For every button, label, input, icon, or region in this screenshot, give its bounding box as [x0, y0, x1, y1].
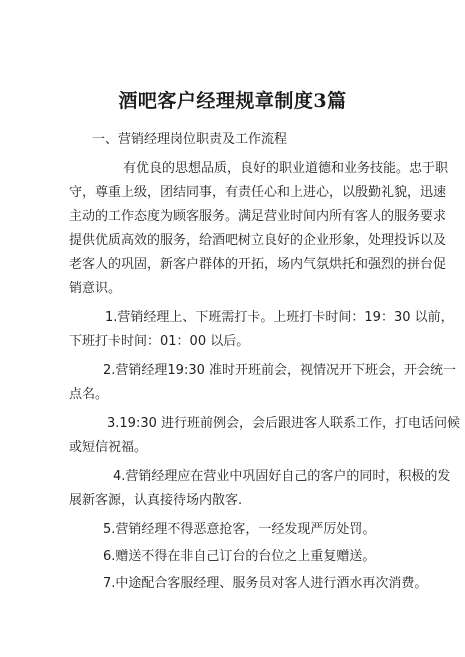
rule-item-2-line: 点名。	[69, 387, 109, 402]
rule-item-3-line: 3.19:30 进行班前例会，会后跟进客人联系工作，打电话问候	[107, 416, 460, 431]
intro-line: 提供优质高效的服务，给酒吧树立良好的企业形象，处理投诉以及	[69, 233, 447, 248]
document-title: 酒吧客户经理规章制度3篇	[118, 90, 347, 112]
intro-line: 销意识。	[69, 281, 122, 296]
rule-item-1-line: 1.营销经理上、下班需打卡。上班打卡时间：19：30 以前，	[105, 310, 454, 325]
section-heading: 一、营销经理岗位职责及工作流程	[92, 132, 288, 147]
rule-item-3-line: 或短信祝福。	[69, 440, 148, 455]
rule-item-4-line: 4.营销经理应在营业中巩固好自己的客户的同时，积极的发	[113, 469, 451, 484]
rule-item-6-line: 6.赠送不得在非自己订台的台位之上重复赠送。	[103, 549, 376, 564]
rule-item-2-line: 2.营销经理19:30 准时开班前会，视情况开下班会，开会统一	[103, 363, 456, 378]
intro-line: 主动的工作态度为顾客服务。满足营业时间内所有客人的服务要求	[69, 209, 447, 224]
rule-item-5-line: 5.营销经理不得恶意抢客，一经发现严厉处罚。	[103, 522, 376, 537]
rule-item-7-line: 7.中途配合客服经理、服务员对客人进行酒水再次消费。	[103, 576, 428, 591]
intro-line: 有优良的思想品质，良好的职业道德和业务技能。忠于职	[123, 161, 449, 176]
rule-item-4-line: 展新客源，认真接待场内散客.	[69, 493, 243, 508]
rule-item-1-line: 下班打卡时间：01：00 以后。	[69, 334, 250, 349]
intro-line: 守，尊重上级，团结同事，有责任心和上进心，以殷勤礼貌，迅速	[69, 185, 447, 200]
intro-line: 老客人的巩固，新客户群体的开拓，场内气氛烘托和强烈的拼台促	[69, 257, 447, 272]
